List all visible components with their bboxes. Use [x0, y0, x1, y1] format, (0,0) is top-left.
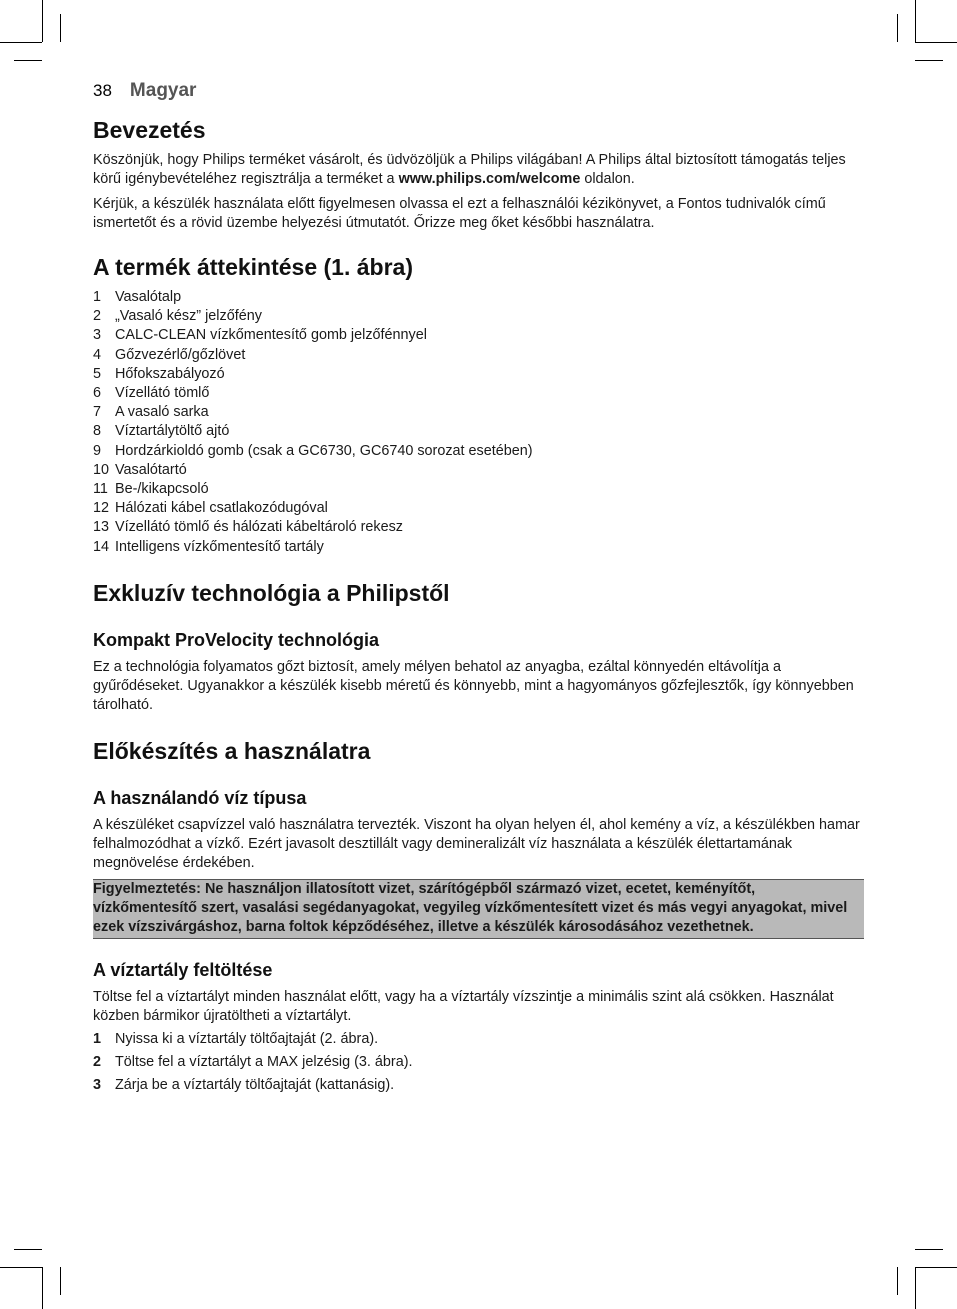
intro-title: Bevezetés — [93, 117, 206, 143]
crop-mark — [42, 1267, 43, 1309]
fill-step — [93, 1076, 864, 1095]
overview-item-text: Gőzvezérlő/gőzlövet — [115, 346, 246, 363]
intro-text-end: oldalon. — [580, 171, 635, 187]
crop-mark — [915, 0, 916, 42]
intro-text: Köszönjük, hogy Philips terméket vásárolt, és üdvözöljük a Philips világában! A Philips által biztosított támogatás teljes körű igénybevételéhez regisztrálja a terméket a — [93, 152, 846, 187]
provelocity-text: Ez a technológia folyamatos gőzt biztosít, amely mélyen behatol az anyagba, ezáltal könnyedén eltávolítja a gyűrődéseket. Ugyanakkor a készülék kisebb méretű és könnyebb, mint a hagyományos gőzfejlesztők, így könnyebben tárolható. — [93, 658, 854, 713]
overview-item — [93, 538, 864, 557]
crop-mark — [42, 0, 43, 42]
overview-item — [93, 403, 864, 422]
overview-item — [93, 384, 864, 403]
water-type-text: A készüléket csapvízzel való használatra tervezték. Viszont ha olyan helyen él, ahol kemény a víz, a készülékben hamar felhalmozódhat a vízkő. Ezért javasolt desztillált vagy demineralizált víz használata a készülék élettartamának megnövelése érdekében. — [93, 816, 860, 871]
crop-mark — [14, 60, 42, 61]
fill-step-text: Nyissa ki a víztartály töltőajtaját (2. ábra). — [115, 1030, 379, 1047]
crop-mark — [915, 42, 957, 43]
overview-item — [93, 518, 864, 537]
fill-step-number: 2 — [93, 1053, 102, 1070]
fill-tank-subtitle: A víztartály feltöltése — [93, 959, 273, 980]
overview-item-text: Intelligens vízkőmentesítő tartály — [115, 538, 324, 555]
page-number: 38 — [93, 81, 112, 100]
overview-item-number: 11 — [93, 481, 108, 498]
overview-item — [93, 499, 864, 518]
crop-mark — [915, 1267, 916, 1309]
warning-box: Figyelmeztetés: Ne használjon illatosított vizet, szárítógépből származó vizet, ecetet, keményítőt, vízkőmentesítő szert, vasalási segédanyagokat, vegyileg vízkőmentesített vizet és más vegyi anyagokat, mivel ezek vízszivárgáshoz, barna foltok képződéséhez, illetve a készülék károsodásához vezethetnek. — [93, 879, 864, 939]
overview-item-number: 4 — [93, 346, 102, 363]
provelocity-subtitle: Kompakt ProVelocity technológia — [93, 629, 380, 650]
crop-mark — [60, 1267, 61, 1295]
overview-title: A termék áttekintése (1. ábra) — [93, 254, 414, 280]
overview-item-number: 9 — [93, 442, 102, 459]
fill-step-number: 1 — [93, 1030, 102, 1047]
overview-item-text: Vasalótartó — [115, 461, 187, 478]
intro-paragraph-2: Kérjük, a készülék használata előtt figyelmesen olvassa el ezt a felhasználói kézikönyvet, a Fontos tudnivalók című ismertetőt és a rövid üzembe helyezési útmutatót. Őrizze meg őket későbbi használatra. — [93, 196, 826, 231]
overview-item-number: 8 — [93, 423, 102, 440]
fill-step — [93, 1030, 864, 1049]
crop-mark — [14, 1249, 42, 1250]
overview-item — [93, 326, 864, 345]
overview-item-text: Vasalótalp — [115, 289, 182, 305]
water-type-subtitle: A használandó víz típusa — [93, 787, 307, 808]
page-content — [93, 80, 864, 1099]
crop-mark — [0, 1267, 42, 1268]
overview-item-number: 12 — [93, 500, 110, 517]
overview-item-text: Víztartálytöltő ajtó — [115, 423, 230, 440]
overview-item-text: A vasaló sarka — [115, 404, 209, 421]
crop-mark — [915, 1267, 957, 1268]
overview-item-number: 10 — [93, 461, 110, 478]
overview-item-text: Vízellátó tömlő — [115, 385, 210, 402]
overview-item — [93, 346, 864, 365]
overview-item-number: 6 — [93, 385, 102, 402]
overview-item — [93, 365, 864, 384]
overview-item-text: Hordzárkioldó gomb (csak a GC6730, GC6740 sorozat esetében) — [115, 442, 533, 459]
overview-item-number: 13 — [93, 519, 110, 536]
overview-item — [93, 288, 864, 307]
overview-item — [93, 422, 864, 441]
welcome-link[interactable]: www.philips.com/welcome — [398, 171, 581, 187]
overview-item-number: 3 — [93, 327, 102, 344]
overview-item — [93, 461, 864, 480]
fill-steps-list — [93, 1030, 864, 1095]
crop-mark — [915, 60, 943, 61]
overview-item-text: „Vasaló kész” jelzőfény — [115, 308, 262, 325]
overview-item — [93, 442, 864, 461]
fill-step-number: 3 — [93, 1076, 102, 1093]
intro-paragraph-1 — [93, 151, 864, 189]
overview-item — [93, 307, 864, 326]
overview-item-number: 7 — [93, 404, 102, 421]
overview-list — [93, 288, 864, 557]
overview-item-number: 1 — [93, 289, 102, 305]
crop-mark — [897, 14, 898, 42]
crop-mark — [897, 1267, 898, 1295]
overview-item-number: 5 — [93, 365, 102, 382]
exclusive-title: Exkluzív technológia a Philipstől — [93, 579, 450, 606]
prep-title: Előkészítés a használatra — [93, 737, 371, 764]
overview-item — [93, 480, 864, 499]
overview-item-text: Hőfokszabályozó — [115, 365, 225, 382]
overview-item-text: Vízellátó tömlő és hálózati kábeltároló rekesz — [115, 519, 403, 536]
crop-mark — [60, 14, 61, 42]
overview-item-text: Be-/kikapcsoló — [115, 481, 209, 498]
overview-item-number: 2 — [93, 308, 102, 325]
page-header — [93, 80, 864, 104]
fill-step-text: Töltse fel a víztartályt a MAX jelzésig (3. ábra). — [115, 1053, 413, 1070]
fill-step-text: Zárja be a víztartály töltőajtaját (kattanásig). — [115, 1076, 395, 1093]
overview-item-text: Hálózati kábel csatlakozódugóval — [115, 500, 328, 517]
fill-step — [93, 1053, 864, 1072]
crop-mark — [0, 42, 42, 43]
fill-tank-text: Töltse fel a víztartályt minden használat előtt, vagy ha a víztartály vízszintje a minimális szint alá csökken. Használat közben bármikor újratöltheti a víztartályt. — [93, 988, 834, 1024]
crop-mark — [915, 1249, 943, 1250]
overview-item-text: CALC-CLEAN vízkőmentesítő gomb jelzőfénnyel — [115, 327, 427, 344]
overview-item-number: 14 — [93, 538, 110, 555]
language-label: Magyar — [129, 80, 197, 101]
